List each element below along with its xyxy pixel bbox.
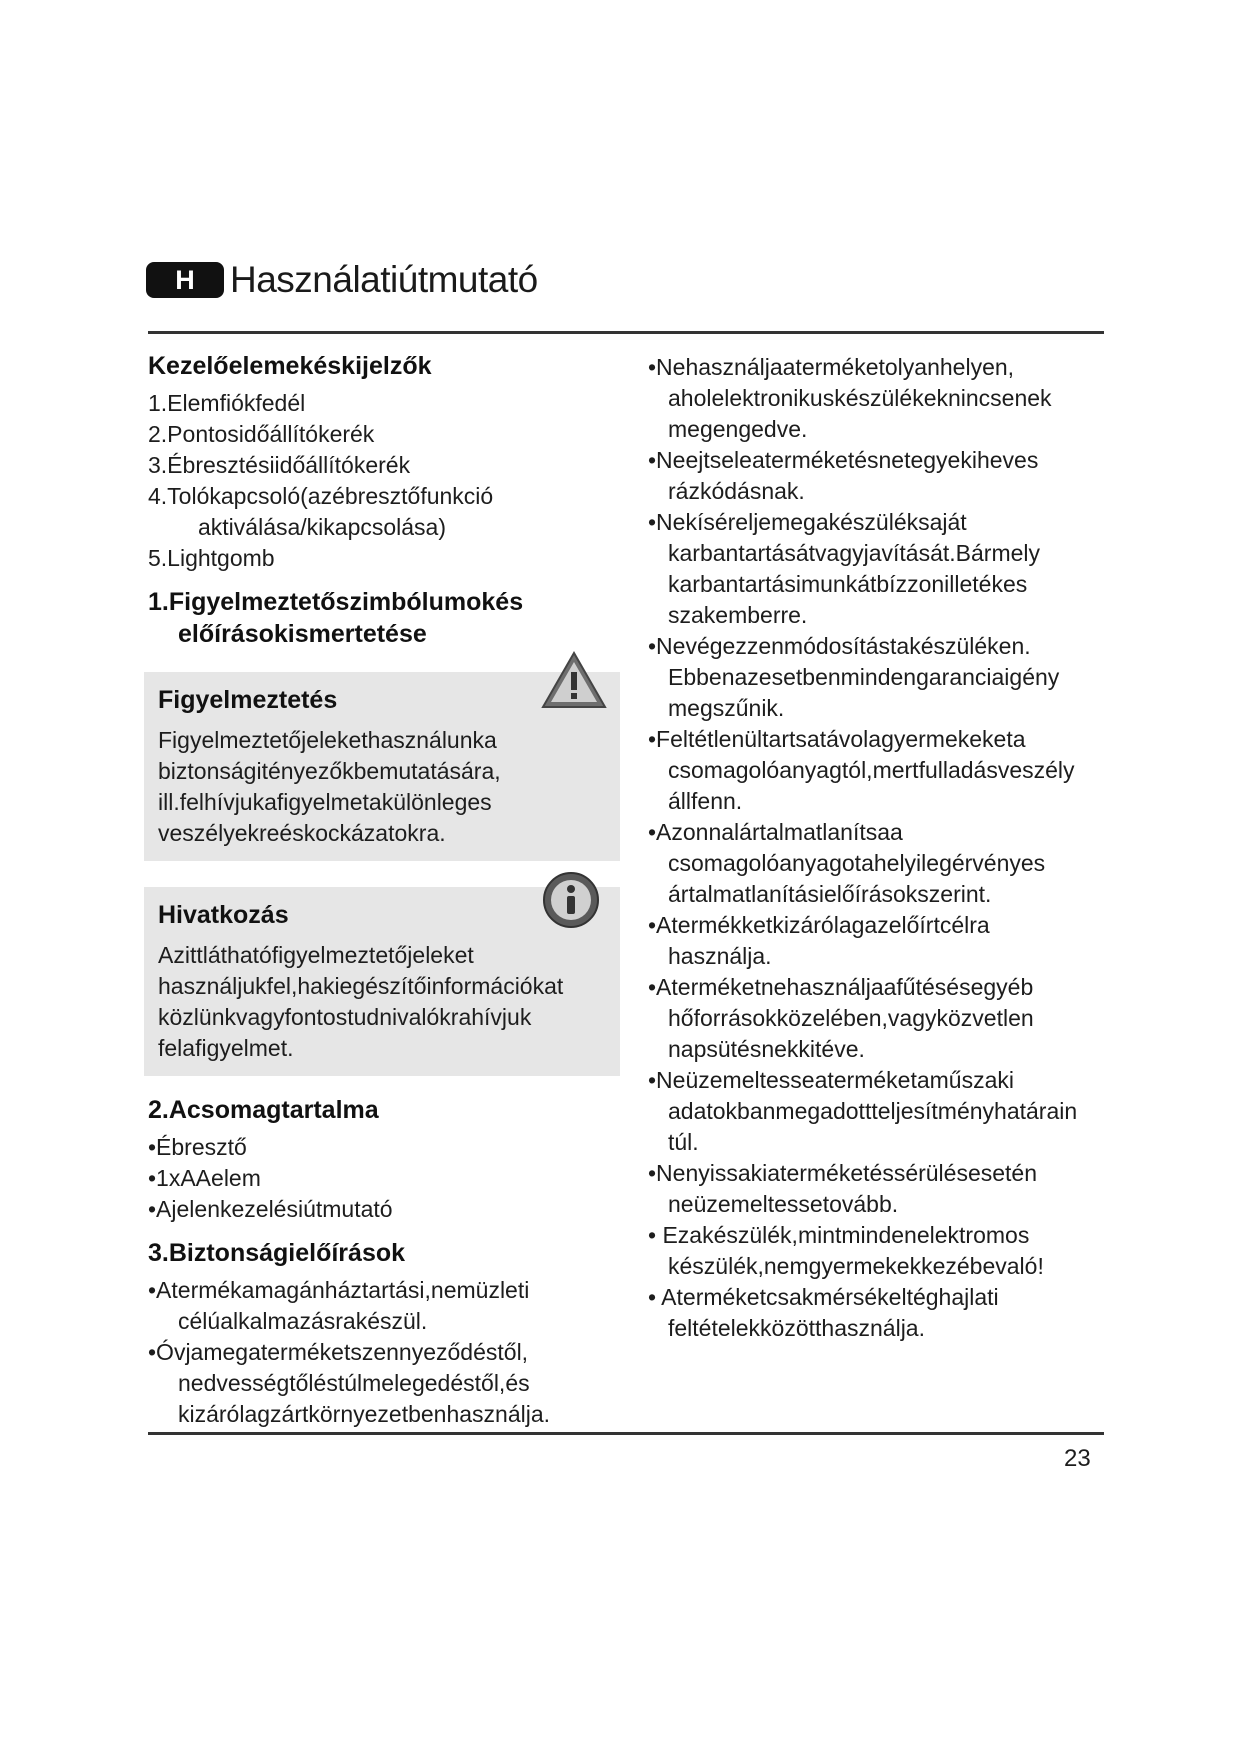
list-item: •Aterméketnehasználjaafűtésésegyéb hőforrásokközelében,vagyközvetlen napsütésnekkitéve. (648, 974, 1034, 1062)
list-item-continuation: aktiválása/kikapcsolása) (198, 514, 447, 540)
page-title: Használatiútmutató (230, 259, 538, 300)
list-item: •Atermékamagánháztartási,nemüzleti célúalkalmazásrakészül. (148, 1277, 530, 1334)
list-item: •Nenyissakiaterméketéssérülésesetén neüzemeltessetovább. (648, 1160, 1038, 1217)
list-item: 4.Tolókapcsoló(azébresztőfunkció (148, 483, 494, 509)
warning-box-title: Figyelmeztetés (158, 686, 338, 714)
list-item: •Nevégezzenmódosítástakészüléken. Ebbenazesetbenmindengaranciaigény megszűnik. (648, 633, 1060, 721)
controls-list (148, 388, 618, 574)
list-item: •Neejtseleaterméketésnetegyekiheves rázkódásnak. (648, 447, 1039, 504)
page-number: 23 (1064, 1445, 1091, 1472)
warning-triangle-icon (540, 650, 608, 715)
note-box-line: Azittláthatófigyelmeztetőjeleket (158, 942, 474, 968)
list-item: •1xAAelem (148, 1165, 261, 1191)
list-item: •Azonnalártalmatlanítsaa csomagolóanyagotahelyilegérvényes ártalmatlanításielőírásokszerint. (648, 819, 1046, 907)
section-3-heading: 3.Biztonságielőírások (148, 1239, 406, 1267)
list-item: •Ébresztő (148, 1134, 247, 1160)
list-item: •Ajelenkezelésiútmutató (148, 1196, 393, 1222)
left-column (148, 350, 618, 1442)
section-1-heading (148, 586, 618, 650)
top-divider (148, 331, 1104, 334)
list-item: •Óvjamegaterméketszennyeződéstől, nedvességtőléstúlmelegedéstől,és kizárólagzártkörnyezetbenhasználja. (148, 1339, 551, 1427)
warning-box-line: veszélyekreéskockázatokra. (158, 820, 446, 846)
warning-box-line: biztonságitényezőkbemutatására, (158, 758, 501, 784)
safety-list-left (148, 1275, 618, 1430)
list-item: •Neüzemeltesseaterméketaműszaki adatokbanmegadottteljesítményhatárain túl. (648, 1067, 1078, 1155)
list-item: •Atermékketkizárólagazelőírtcélra használja. (648, 912, 990, 969)
section-1-heading-line1: 1.Figyelmeztetőszimbólumokés (148, 588, 524, 616)
section-1-heading-line2: előírásokismertetése (178, 620, 427, 648)
note-box-line: közlünkvagyfontostudnivalókrahívjuk (158, 1004, 532, 1030)
right-column (648, 352, 1118, 1344)
list-item: 3.Ébresztésiidőállítókerék (148, 452, 411, 478)
bottom-divider (148, 1432, 1104, 1435)
warning-box (144, 672, 620, 861)
list-item: •Nekíséreljemegakészüléksaját karbantartásátvagyjavítását.Bármely karbantartásimunkátbízzonilletékes szakemberre. (648, 509, 1041, 628)
page-header (146, 257, 538, 303)
language-badge: H (146, 262, 224, 298)
list-item: •Feltétlenültartsatávolagyermekeketa csomagolóanyagtól,mertfulladásveszély állfenn. (648, 726, 1075, 814)
list-item: 5.Lightgomb (148, 545, 275, 571)
note-box-line: használjukfel,hakiegészítőinformációkat (158, 973, 564, 999)
info-circle-icon (542, 871, 600, 934)
section-2-heading: 2.Acsomagtartalma (148, 1096, 379, 1124)
note-box-line: felafigyelmet. (158, 1035, 294, 1061)
list-item: • Aterméketcsakmérsékeltéghajlati feltételekközötthasználja. (648, 1284, 999, 1341)
package-contents-list (148, 1132, 618, 1225)
note-box-title: Hivatkozás (158, 901, 289, 929)
list-item: • Ezakészülék,mintmindenelektromos készülék,nemgyermekekkezébevaló! (648, 1222, 1044, 1279)
controls-heading: Kezelőelemekéskijelzők (148, 352, 432, 380)
note-box (144, 887, 620, 1076)
warning-box-line: Figyelmeztetőjelekethasználunka (158, 727, 497, 753)
list-item: •Nehasználjaaterméketolyanhelyen, aholelektronikuskészülékekninсsenek megengedve. (648, 354, 1052, 442)
list-item: 1.Elemfiókfedél (148, 390, 306, 416)
list-item: 2.Pontosidőállítókerék (148, 421, 375, 447)
warning-box-line: ill.felhívjukafigyelmetakülönleges (158, 789, 492, 815)
